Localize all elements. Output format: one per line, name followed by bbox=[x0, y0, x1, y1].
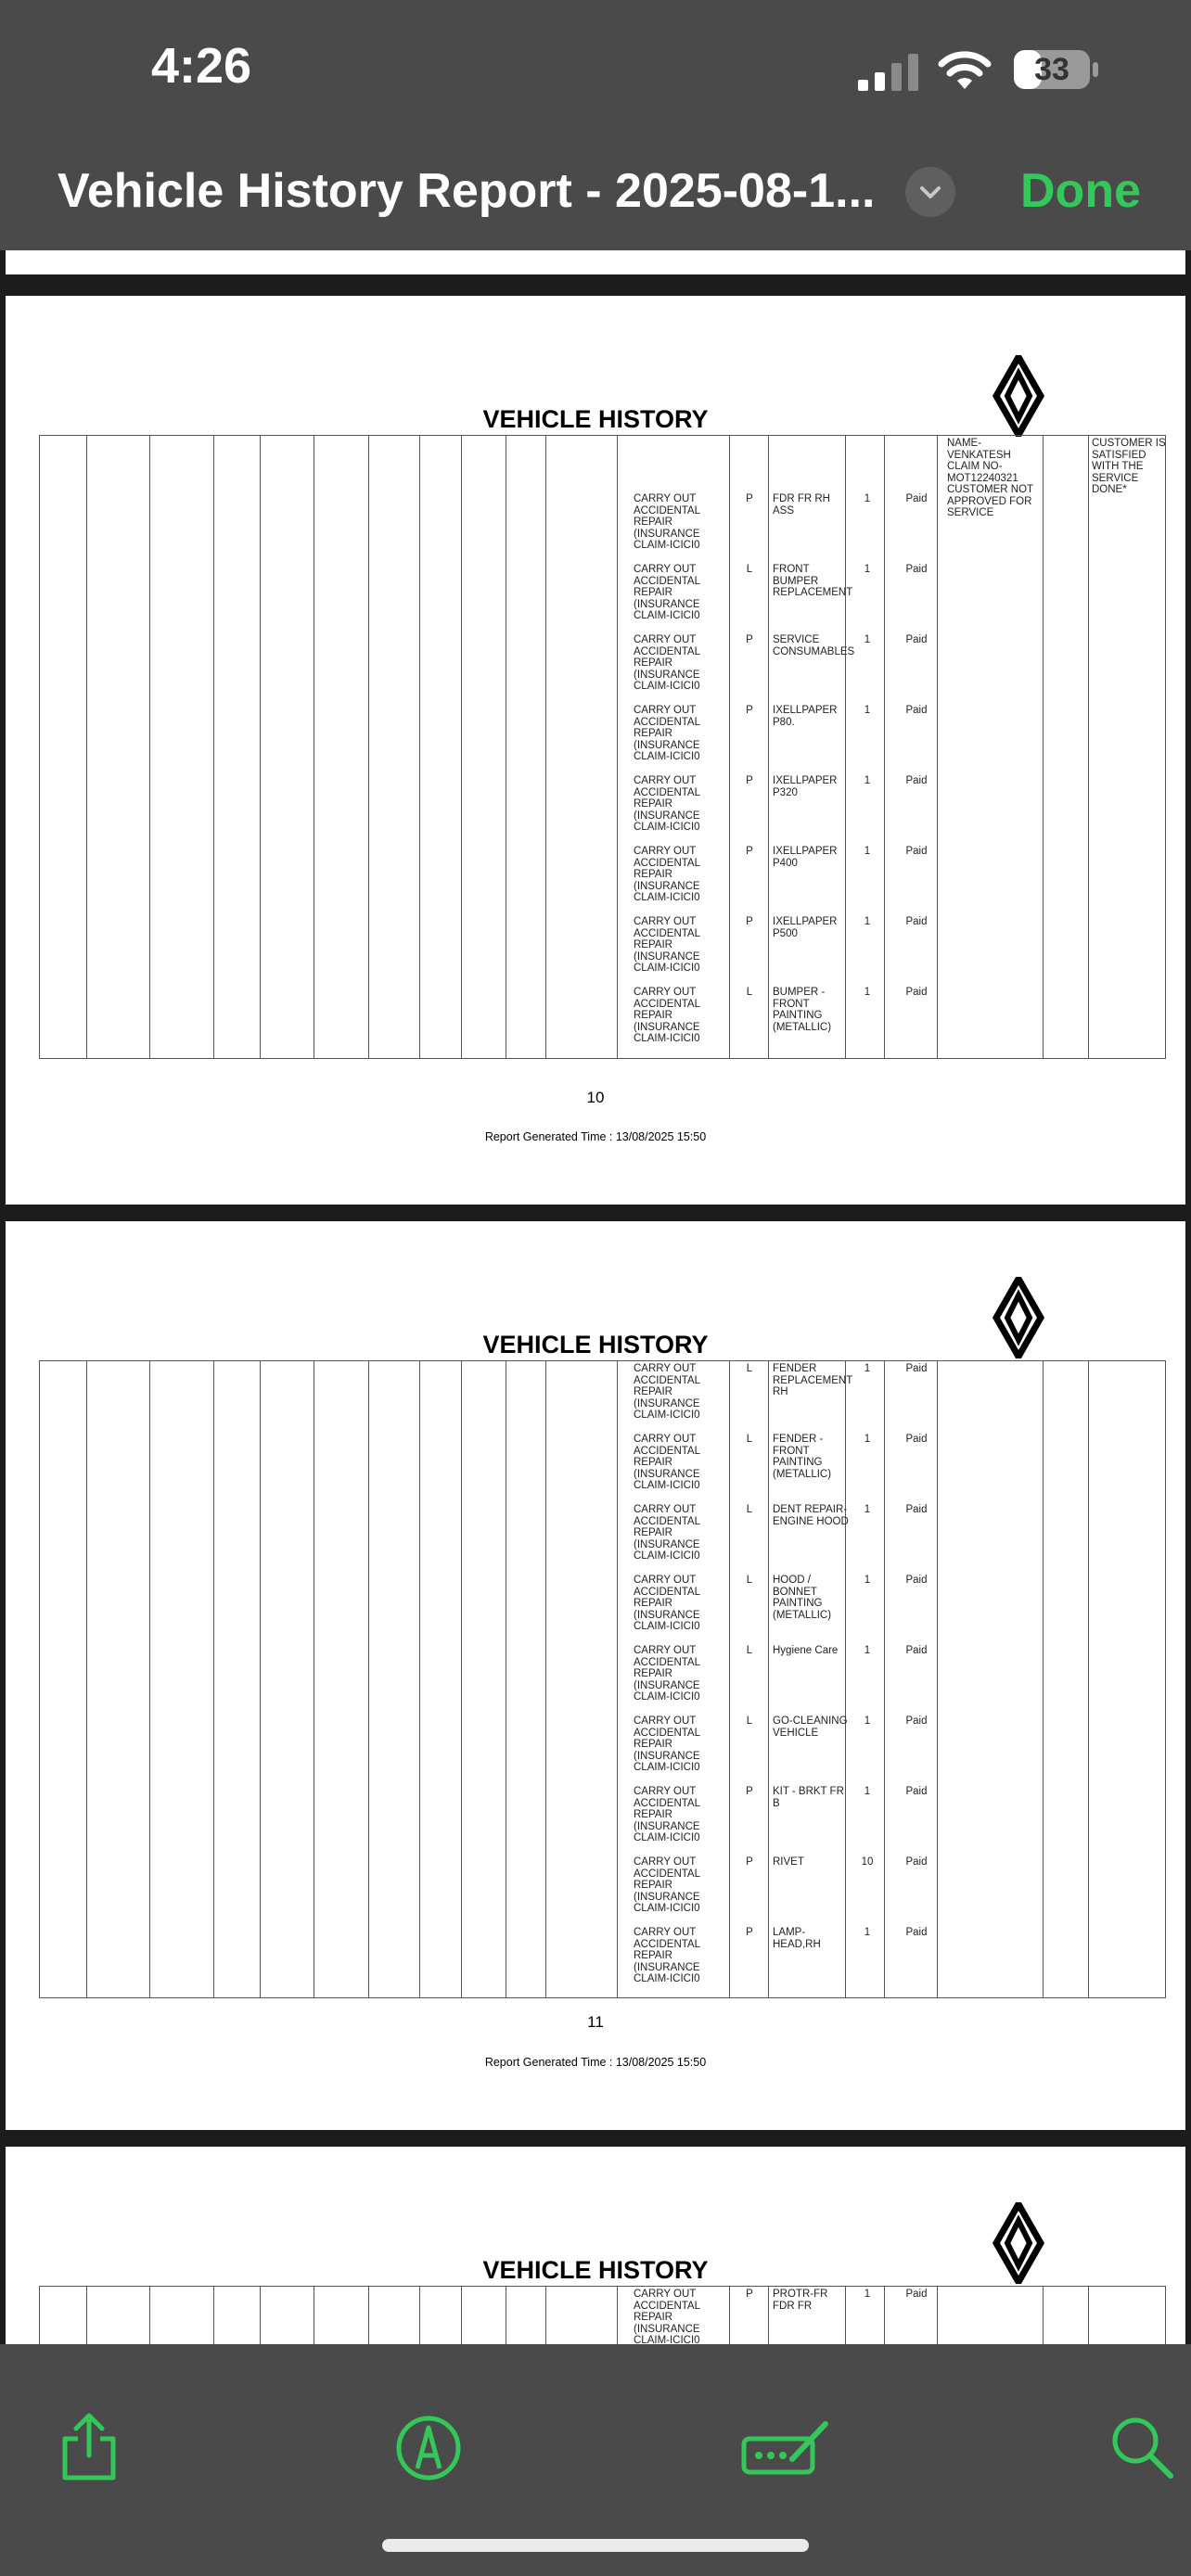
table-row-desc: CARRY OUT ACCIDENTAL REPAIR (INSURANCE CLAIM-ICICI0 bbox=[634, 846, 700, 903]
home-indicator[interactable] bbox=[382, 2539, 809, 2552]
table-row-desc: CARRY OUT ACCIDENTAL REPAIR (INSURANCE CLAIM-ICICI0 bbox=[634, 1575, 700, 1632]
table-row-desc: CARRY OUT ACCIDENTAL REPAIR (INSURANCE CLAIM-ICICI0 bbox=[634, 493, 700, 551]
status-bar bbox=[0, 0, 1191, 139]
table-row-qty: 1 bbox=[864, 1434, 871, 1445]
table-row-type: L bbox=[746, 1645, 753, 1656]
table-row-desc: CARRY OUT ACCIDENTAL REPAIR (INSURANCE CLAIM-ICICI0 bbox=[634, 1786, 700, 1843]
table-row-qty: 1 bbox=[864, 1786, 871, 1797]
table-row-desc: CARRY OUT ACCIDENTAL REPAIR (INSURANCE CLAIM-ICICI0 bbox=[634, 1927, 700, 1984]
table-row-type: P bbox=[746, 1786, 753, 1797]
table-row-desc: CARRY OUT ACCIDENTAL REPAIR (INSURANCE CLAIM-ICICI0 bbox=[634, 564, 700, 621]
table-row-qty: 1 bbox=[864, 775, 871, 786]
table-row-part: RIVET bbox=[773, 1856, 804, 1868]
report-heading: VEHICLE HISTORY bbox=[482, 405, 709, 433]
table-row-type: P bbox=[746, 2289, 753, 2300]
table-row-status: Paid bbox=[905, 2289, 928, 2300]
table-row-qty: 1 bbox=[864, 846, 871, 857]
table-row-desc: CARRY OUT ACCIDENTAL REPAIR (INSURANCE CLAIM-ICICI0 bbox=[634, 2289, 700, 2344]
table-row-status: Paid bbox=[905, 846, 928, 857]
table-row-part: KIT - BRKT FR B bbox=[773, 1786, 844, 1809]
table-row-qty: 1 bbox=[864, 987, 871, 998]
table-row-qty: 1 bbox=[864, 1575, 871, 1586]
table-row-part: GO-CLEANING VEHICLE bbox=[773, 1715, 848, 1739]
table-row-status: Paid bbox=[905, 564, 928, 575]
table-row-part: FRONT BUMPER REPLACEMENT bbox=[773, 564, 853, 598]
table-row-type: L bbox=[746, 1363, 753, 1374]
table-row-type: L bbox=[746, 987, 753, 998]
table-row-desc: CARRY OUT ACCIDENTAL REPAIR (INSURANCE CLAIM-ICICI0 bbox=[634, 1434, 700, 1491]
table-row-qty: 10 bbox=[861, 1856, 874, 1868]
table-row-status: Paid bbox=[905, 1434, 928, 1445]
wifi-icon bbox=[937, 48, 992, 91]
table-row-qty: 1 bbox=[864, 564, 871, 575]
form-fill-icon[interactable] bbox=[740, 2411, 833, 2485]
table-row-part: HOOD / BONNET PAINTING (METALLIC) bbox=[773, 1575, 832, 1621]
cellular-signal-icon bbox=[858, 52, 919, 91]
table-row-status: Paid bbox=[905, 1504, 928, 1515]
table-row-type: P bbox=[746, 846, 753, 857]
battery-icon bbox=[1014, 48, 1099, 91]
table-row-qty: 1 bbox=[864, 2289, 871, 2300]
document-navbar bbox=[0, 139, 1191, 250]
table-row-status: Paid bbox=[905, 1856, 928, 1868]
table-row-part: LAMP-HEAD,RH bbox=[773, 1927, 821, 1950]
share-icon[interactable] bbox=[52, 2409, 126, 2483]
table-row-part: FENDER - FRONT PAINTING (METALLIC) bbox=[773, 1434, 832, 1480]
table-row-desc: CARRY OUT ACCIDENTAL REPAIR (INSURANCE CLAIM-ICICI0 bbox=[634, 1715, 700, 1773]
table-row-qty: 1 bbox=[864, 916, 871, 927]
report-heading: VEHICLE HISTORY bbox=[482, 1331, 709, 1358]
table-row-part: DENT REPAIR-ENGINE HOOD bbox=[773, 1504, 849, 1527]
table-row-type: P bbox=[746, 775, 753, 786]
table-row-qty: 1 bbox=[864, 1927, 871, 1938]
remark-cell: NAME-VENKATESH CLAIM NO-MOT12240321 CUSTOMER NOT APPROVED FOR SERVICE bbox=[947, 438, 1033, 518]
report-generated-time: Report Generated Time : 13/08/2025 15:50 bbox=[484, 2056, 707, 2069]
table-row-status: Paid bbox=[905, 1363, 928, 1374]
done-button[interactable]: Done bbox=[1020, 164, 1141, 218]
table-row-status: Paid bbox=[905, 775, 928, 786]
table-row-qty: 1 bbox=[864, 1715, 871, 1727]
table-row-part: FENDER REPLACEMENT RH bbox=[773, 1363, 853, 1397]
table-row-part: IXELLPAPER P500 bbox=[773, 916, 838, 939]
table-row-part: BUMPER - FRONT PAINTING (METALLIC) bbox=[773, 987, 832, 1033]
table-row-qty: 1 bbox=[864, 634, 871, 645]
pdf-viewer[interactable] bbox=[0, 250, 1191, 2344]
table-row-type: P bbox=[746, 1856, 753, 1868]
pdf-page-11 bbox=[6, 1221, 1185, 2130]
report-generated-time: Report Generated Time : 13/08/2025 15:50 bbox=[484, 1130, 707, 1143]
table-row-type: L bbox=[746, 564, 753, 575]
table-row-desc: CARRY OUT ACCIDENTAL REPAIR (INSURANCE CLAIM-ICICI0 bbox=[634, 1504, 700, 1562]
table-row-type: L bbox=[746, 1434, 753, 1445]
status-time: 4:26 bbox=[151, 38, 252, 94]
table-row-part: IXELLPAPER P400 bbox=[773, 846, 838, 869]
table-row-status: Paid bbox=[905, 1715, 928, 1727]
table-row-desc: CARRY OUT ACCIDENTAL REPAIR (INSURANCE CLAIM-ICICI0 bbox=[634, 916, 700, 974]
pdf-page-12 bbox=[6, 2147, 1185, 2344]
table-row-part: IXELLPAPER P80. bbox=[773, 705, 838, 728]
chevron-down-icon bbox=[905, 167, 955, 217]
table-row-type: P bbox=[746, 916, 753, 927]
battery-level: 33 bbox=[1034, 52, 1069, 87]
table-row-status: Paid bbox=[905, 1786, 928, 1797]
title-menu-button[interactable] bbox=[905, 167, 955, 217]
page-number: 10 bbox=[586, 1089, 605, 1106]
table-row-type: P bbox=[746, 705, 753, 716]
report-heading: VEHICLE HISTORY bbox=[482, 2256, 709, 2284]
customer-note-cell: CUSTOMER IS SATISFIED WITH THE SERVICE DONE* bbox=[1092, 438, 1166, 495]
search-icon[interactable] bbox=[1104, 2409, 1178, 2483]
markup-icon[interactable] bbox=[391, 2411, 466, 2485]
table-row-status: Paid bbox=[905, 705, 928, 716]
table-row-status: Paid bbox=[905, 634, 928, 645]
table-row-type: L bbox=[746, 1715, 753, 1727]
table-row-desc: CARRY OUT ACCIDENTAL REPAIR (INSURANCE CLAIM-ICICI0 bbox=[634, 1856, 700, 1914]
history-table bbox=[39, 435, 1166, 1059]
table-row-type: P bbox=[746, 634, 753, 645]
pdf-page-previous bbox=[6, 250, 1185, 274]
table-row-qty: 1 bbox=[864, 1363, 871, 1374]
table-row-status: Paid bbox=[905, 916, 928, 927]
table-row-status: Paid bbox=[905, 987, 928, 998]
table-row-qty: 1 bbox=[864, 1645, 871, 1656]
table-row-type: L bbox=[746, 1504, 753, 1515]
page-number: 11 bbox=[587, 2013, 604, 2031]
table-row-qty: 1 bbox=[864, 493, 871, 504]
table-row-part: SERVICE CONSUMABLES bbox=[773, 634, 855, 657]
table-row-type: P bbox=[746, 1927, 753, 1938]
document-title[interactable]: Vehicle History Report - 2025-08-1... bbox=[58, 164, 876, 218]
table-row-status: Paid bbox=[905, 493, 928, 504]
table-row-part: PROTR-FR FDR FR bbox=[773, 2289, 828, 2312]
table-row-part: Hygiene Care bbox=[773, 1645, 839, 1656]
table-row-type: P bbox=[746, 493, 753, 504]
table-row-desc: CARRY OUT ACCIDENTAL REPAIR (INSURANCE CLAIM-ICICI0 bbox=[634, 775, 700, 833]
table-row-desc: CARRY OUT ACCIDENTAL REPAIR (INSURANCE CLAIM-ICICI0 bbox=[634, 705, 700, 762]
table-row-part: FDR FR RH ASS bbox=[773, 493, 830, 516]
table-row-desc: CARRY OUT ACCIDENTAL REPAIR (INSURANCE CLAIM-ICICI0 bbox=[634, 1645, 700, 1702]
table-row-desc: CARRY OUT ACCIDENTAL REPAIR (INSURANCE CLAIM-ICICI0 bbox=[634, 987, 700, 1044]
table-row-status: Paid bbox=[905, 1575, 928, 1586]
table-row-status: Paid bbox=[905, 1927, 928, 1938]
table-row-qty: 1 bbox=[864, 705, 871, 716]
history-table bbox=[39, 1360, 1166, 1998]
table-row-status: Paid bbox=[905, 1645, 928, 1656]
table-row-type: L bbox=[746, 1575, 753, 1586]
table-row-desc: CARRY OUT ACCIDENTAL REPAIR (INSURANCE CLAIM-ICICI0 bbox=[634, 634, 700, 692]
history-table bbox=[39, 2286, 1166, 2344]
table-row-qty: 1 bbox=[864, 1504, 871, 1515]
table-row-desc: CARRY OUT ACCIDENTAL REPAIR (INSURANCE CLAIM-ICICI0 bbox=[634, 1363, 700, 1421]
table-row-part: IXELLPAPER P320 bbox=[773, 775, 838, 798]
pdf-page-10 bbox=[6, 296, 1185, 1205]
